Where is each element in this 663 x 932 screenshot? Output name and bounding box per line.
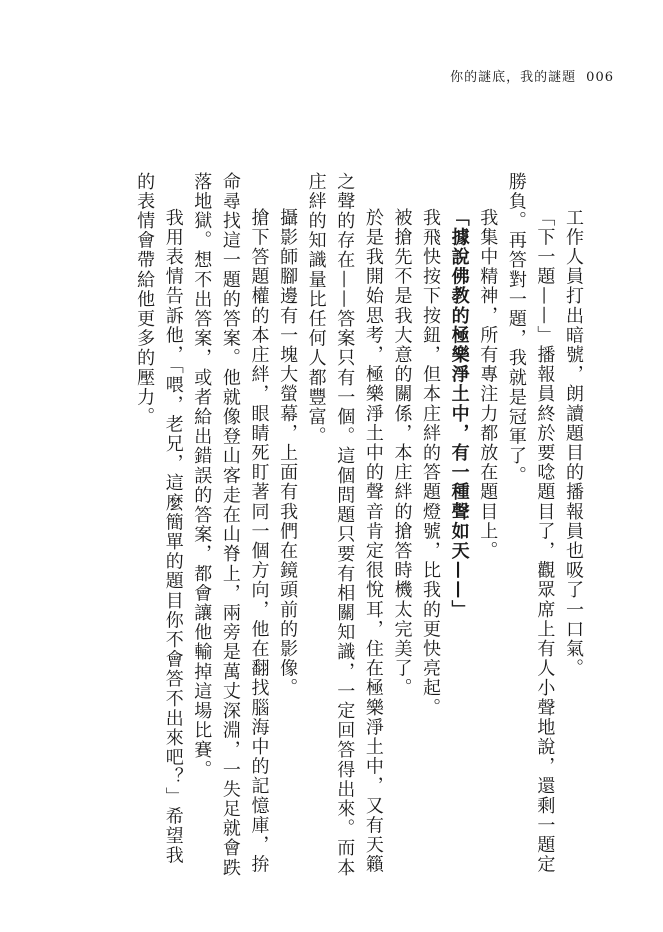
text-column: 攝影師腳邊有一塊大螢幕，上面有我們在鏡頭前的影像。	[277, 208, 299, 698]
text-column: 被搶先不是我大意的關係，本庄絆的搶答時機太完美了。	[391, 208, 413, 698]
text-column-quiz-question: 「據說佛教的極樂淨土中，有一種聲如天——」	[448, 208, 470, 620]
text-column: 我集中精神，所有專注力都放在題目上。	[477, 208, 499, 561]
text-column: 於是我開始思考，極樂淨土中的聲音肯定很悅耳，住在極樂淨土中，又有天籟	[362, 208, 384, 875]
text-column: 的表情會帶給他更多的壓力。	[134, 172, 156, 427]
text-column: 我飛快按下按鈕，但本庄絆的答題燈號，比我的更快亮起。	[420, 208, 442, 718]
text-column: 落地獄。想不出答案，或者給出錯誤的答案，都會讓他輸掉這場比賽。	[191, 172, 213, 780]
running-header	[400, 66, 614, 85]
text-column: 之聲的存在——答案只有一個。這個問題只要有相關知識，一定回答得出來。而本	[334, 172, 356, 878]
text-column: 勝負。再答對一題，我就是冠軍了。	[505, 172, 527, 486]
text-column: 命尋找這一題的答案。他就像登山客走在山脊上，兩旁是萬丈深淵，一失足就會跌	[219, 172, 241, 878]
running-header-title: 你的謎底，我的謎題	[450, 70, 577, 85]
text-column: 「下一題——」播報員終於要唸題目了，觀眾席上有人小聲地說，還剩一題定	[534, 208, 556, 875]
body-text	[130, 172, 588, 878]
text-column: 搶下答題權的本庄絆，眼睛死盯著同一個方向，他在翻找腦海中的記憶庫，拚	[248, 208, 270, 875]
text-column: 庄絆的知識量比任何人都豐富。	[305, 172, 327, 447]
text-column: 工作人員打出暗號，朗讀題目的播報員也吸了一口氣。	[563, 208, 584, 679]
page-number: 006	[586, 70, 614, 85]
text-column: 我用表情告訴他，「喂，老兄，這麼簡單的題目你不會答不出來吧？」希望我	[162, 208, 184, 866]
